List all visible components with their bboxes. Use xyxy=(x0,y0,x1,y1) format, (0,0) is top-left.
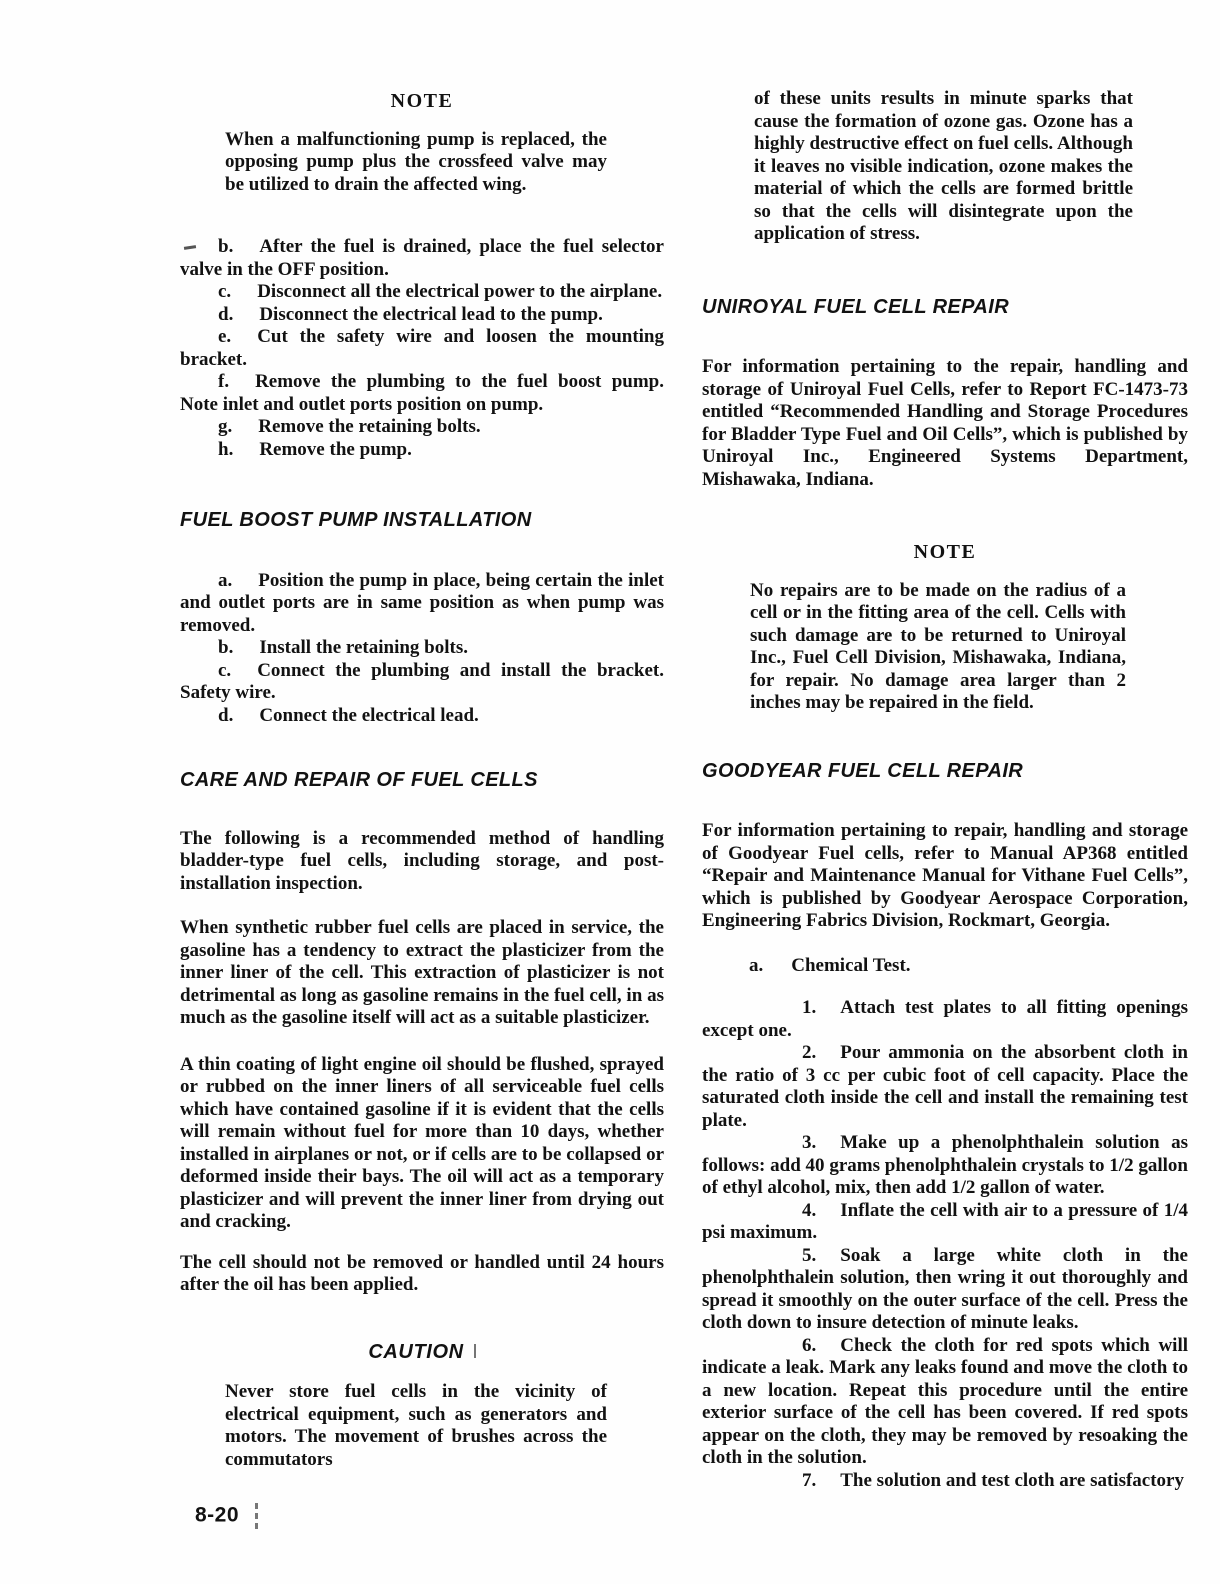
step-label: d. xyxy=(218,303,234,325)
step-label: e. xyxy=(218,326,232,347)
care-paragraph-2: When synthetic rubber fuel cells are placed in service, the gasoline has a tendency to extract the plasticizer from the inner liner of the cell. This extraction of plasticizer is not detrimental as long as gasoline remains in the fuel cell, in as much as the gasoline itself will act as a suitable plasticizer. xyxy=(180,917,664,1028)
step-removal-c xyxy=(180,281,664,304)
step-label: c. xyxy=(218,281,232,302)
step-label: 1. xyxy=(802,997,817,1018)
care-paragraph-3: A thin coating of light engine oil should be flushed, sprayed or rubbed on the inner liners of all serviceable fuel cells which have contained gasoline if it is evident that the cells will remain without fuel for more than 10 days, whether installed in airplanes or not, or if cells are to be collapsed or deformed inside their bays. The oil will act as a temporary plasticizer and will prevent the inner liner from drying out and cracking. xyxy=(180,1053,664,1232)
step-text: Attach test plates to all fitting openings except one. xyxy=(702,997,1188,1041)
step-removal-b xyxy=(180,236,664,281)
step-text: Remove the pump. xyxy=(259,438,412,460)
step-text: Connect the plumbing and install the bracket. Safety wire. xyxy=(180,659,664,703)
step-text: The solution and test cloth are satisfactory xyxy=(840,1469,1184,1491)
step-label: 5. xyxy=(802,1244,817,1266)
note-body: When a malfunctioning pump is replaced, the opposing pump plus the crossfeed valve may be utilized to drain the affected wing. xyxy=(225,128,607,195)
step-label: 6. xyxy=(802,1334,817,1356)
step-text: Chemical Test. xyxy=(791,954,911,976)
step-label: 2. xyxy=(802,1042,817,1063)
step-label: f. xyxy=(218,371,230,392)
step-text: Cut the safety wire and loosen the mounting bracket. xyxy=(180,326,664,370)
step-label: 7. xyxy=(802,1469,817,1491)
step-text: Disconnect all the electrical power to the airplane. xyxy=(257,281,663,302)
note2-heading: NOTE xyxy=(913,541,977,563)
step-text: Install the retaining bolts. xyxy=(259,637,469,658)
step-text: Inflate the cell with air to a pressure of 1/4 psi maximum. xyxy=(702,1199,1188,1243)
installation-heading: FUEL BOOST PUMP INSTALLATION xyxy=(180,509,532,531)
step-label: g. xyxy=(218,416,233,437)
step-install-c xyxy=(180,660,664,705)
chemical-step-6 xyxy=(702,1335,1188,1470)
step-label: a. xyxy=(218,569,233,591)
note2-body: No repairs are to be made on the radius of a cell or in the fitting area of the cell. Cells with such damage are to be returned to Uniroyal Inc., Fuel Cell Division, Mishawaka, Indiana, for repair. No damage area larger than 2 inches may be repaired in the field. xyxy=(750,579,1126,713)
chemical-step-2 xyxy=(702,1042,1188,1132)
step-install-a xyxy=(180,570,664,638)
chemical-test-item xyxy=(702,955,1188,978)
step-removal-d xyxy=(180,304,664,327)
step-removal-f xyxy=(180,371,664,416)
chemical-step-5 xyxy=(702,1245,1188,1335)
care-paragraph-1: The following is a recommended method of handling bladder-type fuel cells, including storage, and post-installation inspection. xyxy=(180,827,664,894)
step-text: Remove the retaining bolts. xyxy=(258,416,481,437)
chemical-step-1 xyxy=(702,997,1188,1042)
caution-title-text: CAUTION xyxy=(368,1340,464,1363)
step-label: d. xyxy=(218,704,234,726)
step-label: h. xyxy=(218,438,234,460)
note-heading: NOTE xyxy=(390,90,454,112)
caution-body: Never store fuel cells in the vicinity of electrical equipment, such as generators and motors. The movement of brushes across the commutators xyxy=(225,1381,607,1470)
step-text: Soak a large white cloth in the phenolphthalein solution, then wring it out thoroughly and spread it smoothly on the outer surface of the cell. Press the cloth down to insure detection of minute leaks. xyxy=(702,1244,1188,1333)
caution-continuation: of these units results in minute sparks that cause the formation of ozone gas. Ozone has a highly destructive effect on fuel cells. Although it leaves no visible indication, ozone makes the material of which the cells are formed brittle so that the cells will disintegrate upon the application of stress. xyxy=(754,88,1133,244)
goodyear-body: For information pertaining to repair, handling and storage of Goodyear Fuel cells, refer to Manual AP368 entitled “Repair and Maintenance Manual for Vithane Fuel Cells”, which is published by Goodyear Aerospace Corporation, Engineering Fabrics Division, Rockmart, Georgia. xyxy=(702,820,1188,931)
dashed-mark-icon xyxy=(255,1503,258,1529)
step-label: 3. xyxy=(802,1132,817,1153)
chemical-step-7 xyxy=(702,1470,1188,1493)
caution-heading xyxy=(180,1341,664,1364)
step-install-d xyxy=(180,705,664,728)
uniroyal-body: For information pertaining to the repair, handling and storage of Uniroyal Fuel Cells, refer to Report FC-1473-73 entitled “Recommended Handling and Storage Procedures for Bladder Type Fuel and Oil Cells”, which is published by Uniroyal Inc., Engineered Systems Department, Mishawaka, Indiana. xyxy=(702,356,1188,490)
step-removal-g xyxy=(180,416,664,439)
care-heading: CARE AND REPAIR OF FUEL CELLS xyxy=(180,769,538,791)
step-text: Remove the plumbing to the fuel boost pump. Note inlet and outlet ports position on pump. xyxy=(180,371,664,415)
step-text: Pour ammonia on the absorbent cloth in the ratio of 3 cc per cubic foot of cell capacity. Place the saturated cloth inside the cell and install the remaining test plate. xyxy=(702,1042,1188,1131)
tick-mark-icon xyxy=(474,1344,476,1358)
step-label: 4. xyxy=(802,1199,817,1221)
step-label: c. xyxy=(218,659,232,681)
right-column xyxy=(702,88,1188,1492)
step-label: a. xyxy=(749,954,764,976)
step-text: Position the pump in place, being certain the inlet and outlet ports are in same position as when pump was removed. xyxy=(180,569,664,636)
step-text: Make up a phenolphthalein solution as follows: add 40 grams phenolphthalein crystals to 1/2 gallon of ethyl alcohol, mix, then add 1/2 gallon of water. xyxy=(702,1132,1188,1198)
chemical-step-4 xyxy=(702,1200,1188,1245)
step-removal-e xyxy=(180,326,664,371)
care-paragraph-4: The cell should not be removed or handled until 24 hours after the oil has been applied. xyxy=(180,1251,664,1295)
step-text: Connect the electrical lead. xyxy=(259,704,479,726)
step-text: Check the cloth for red spots which will indicate a leak. Mark any leaks found and move the cloth to a new location. Repeat this procedure until the entire exterior surface of the cell has been covered. If red spots appear on the cloth, they may be removed by resoaking the cloth in the solution. xyxy=(702,1334,1188,1468)
page-number-text: 8-20 xyxy=(195,1503,240,1527)
page-number xyxy=(195,1503,258,1529)
uniroyal-heading: UNIROYAL FUEL CELL REPAIR xyxy=(702,295,1010,318)
step-install-b xyxy=(180,637,664,660)
step-text: After the fuel is drained, place the fuel selector valve in the OFF position. xyxy=(180,236,664,280)
step-removal-h xyxy=(180,439,664,462)
goodyear-heading: GOODYEAR FUEL CELL REPAIR xyxy=(702,759,1024,782)
left-column xyxy=(180,90,664,1471)
step-label: b. xyxy=(218,236,234,257)
step-text: Disconnect the electrical lead to the pump. xyxy=(259,303,603,325)
step-label: b. xyxy=(218,637,234,658)
chemical-step-3 xyxy=(702,1132,1188,1200)
